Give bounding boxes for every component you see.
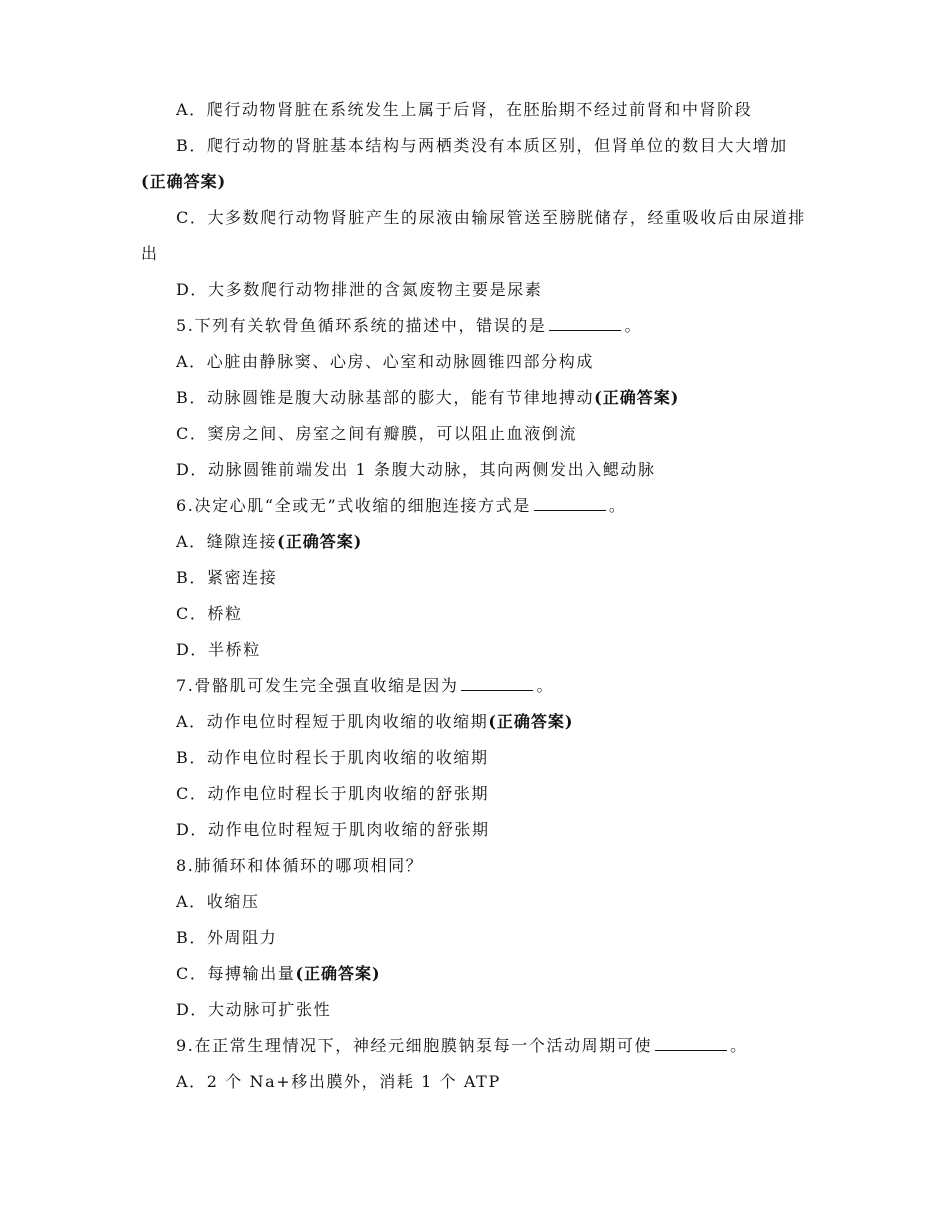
option-b-q8 bbox=[141, 920, 809, 956]
option-c-q5 bbox=[141, 416, 809, 452]
correct-answer-mark: (正确答案) bbox=[141, 172, 227, 191]
option-b-q6 bbox=[141, 560, 809, 596]
option-text: D．半桥粒 bbox=[176, 640, 261, 659]
option-a-q4 bbox=[141, 92, 809, 128]
option-a-q9 bbox=[141, 1064, 809, 1100]
option-c-q4 bbox=[141, 200, 809, 272]
option-b-q7 bbox=[141, 740, 809, 776]
option-text: C．每搏输出量 bbox=[176, 964, 296, 983]
option-text: B．动作电位时程长于肌肉收缩的收缩期 bbox=[176, 748, 489, 767]
option-d-q5 bbox=[141, 452, 809, 488]
question-text: 7.骨骼肌可发生完全强直收缩是因为 bbox=[176, 676, 459, 695]
answer-blank bbox=[549, 310, 621, 331]
option-text: D．动脉圆锥前端发出 1 条腹大动脉，其向两侧发出入鳃动脉 bbox=[176, 460, 656, 479]
option-text: A．动作电位时程短于肌肉收缩的收缩期 bbox=[176, 712, 489, 731]
option-d-q7 bbox=[141, 812, 809, 848]
option-text: B．爬行动物的肾脏基本结构与两栖类没有本质区别，但肾单位的数目大大增加 bbox=[176, 136, 788, 155]
option-a-q7 bbox=[141, 704, 809, 740]
option-d-q4 bbox=[141, 272, 809, 308]
option-text: D．动作电位时程短于肌肉收缩的舒张期 bbox=[176, 820, 490, 839]
option-text: B．动脉圆锥是腹大动脉基部的膨大，能有节律地搏动 bbox=[176, 388, 595, 407]
option-text: C．动作电位时程长于肌肉收缩的舒张期 bbox=[176, 784, 490, 803]
option-text: A．收缩压 bbox=[176, 892, 260, 911]
option-text: A．2 个 Na+移出膜外，消耗 1 个 ATP bbox=[176, 1072, 501, 1091]
option-text: B．紧密连接 bbox=[176, 568, 278, 587]
option-text: A．爬行动物肾脏在系统发生上属于后肾，在胚胎期不经过前肾和中肾阶段 bbox=[176, 100, 753, 119]
option-d-q8 bbox=[141, 992, 809, 1028]
question-text: 5.下列有关软骨鱼循环系统的描述中，错误的是 bbox=[176, 316, 547, 335]
option-a-q5 bbox=[141, 344, 809, 380]
question-end: 。 bbox=[624, 316, 643, 335]
correct-answer-mark: (正确答案) bbox=[488, 712, 574, 731]
option-b-q4 bbox=[141, 128, 809, 200]
option-b-q5 bbox=[141, 380, 809, 416]
correct-answer-mark: (正确答案) bbox=[594, 388, 680, 407]
correct-answer-mark: (正确答案) bbox=[277, 532, 363, 551]
option-a-q6 bbox=[141, 524, 809, 560]
option-c-q8 bbox=[141, 956, 809, 992]
option-text: C．桥粒 bbox=[176, 604, 243, 623]
option-text: B．外周阻力 bbox=[176, 928, 278, 947]
answer-blank bbox=[461, 670, 533, 691]
question-8 bbox=[141, 848, 809, 884]
question-content bbox=[141, 92, 809, 1100]
question-end: 。 bbox=[536, 676, 555, 695]
correct-answer-mark: (正确答案) bbox=[295, 964, 381, 983]
option-text: C．窦房之间、房室之间有瓣膜，可以阻止血液倒流 bbox=[176, 424, 578, 443]
option-c-q7 bbox=[141, 776, 809, 812]
question-end: 。 bbox=[730, 1036, 748, 1055]
question-7 bbox=[141, 668, 809, 704]
answer-blank bbox=[534, 490, 606, 511]
option-a-q8 bbox=[141, 884, 809, 920]
option-text: A．缝隙连接 bbox=[176, 532, 278, 551]
answer-blank bbox=[655, 1030, 727, 1051]
option-c-q6 bbox=[141, 596, 809, 632]
question-text: 6.决定心肌“全或无”式收缩的细胞连接方式是 bbox=[176, 496, 531, 515]
option-text: D．大动脉可扩张性 bbox=[176, 1000, 332, 1019]
question-6 bbox=[141, 488, 809, 524]
option-text: C．大多数爬行动物肾脏产生的尿液由输尿管送至膀胱储存，经重吸收后由尿道排出 bbox=[141, 208, 806, 263]
option-d-q6 bbox=[141, 632, 809, 668]
question-9 bbox=[141, 1028, 809, 1064]
question-text: 9.在正常生理情况下，神经元细胞膜钠泵每一个活动周期可使 bbox=[176, 1036, 653, 1055]
question-5 bbox=[141, 308, 809, 344]
option-text: A．心脏由静脉窦、心房、心室和动脉圆锥四部分构成 bbox=[176, 352, 594, 371]
option-text: D．大多数爬行动物排泄的含氮废物主要是尿素 bbox=[176, 280, 543, 299]
question-text: 8.肺循环和体循环的哪项相同？ bbox=[176, 856, 424, 875]
question-end: 。 bbox=[608, 496, 627, 515]
